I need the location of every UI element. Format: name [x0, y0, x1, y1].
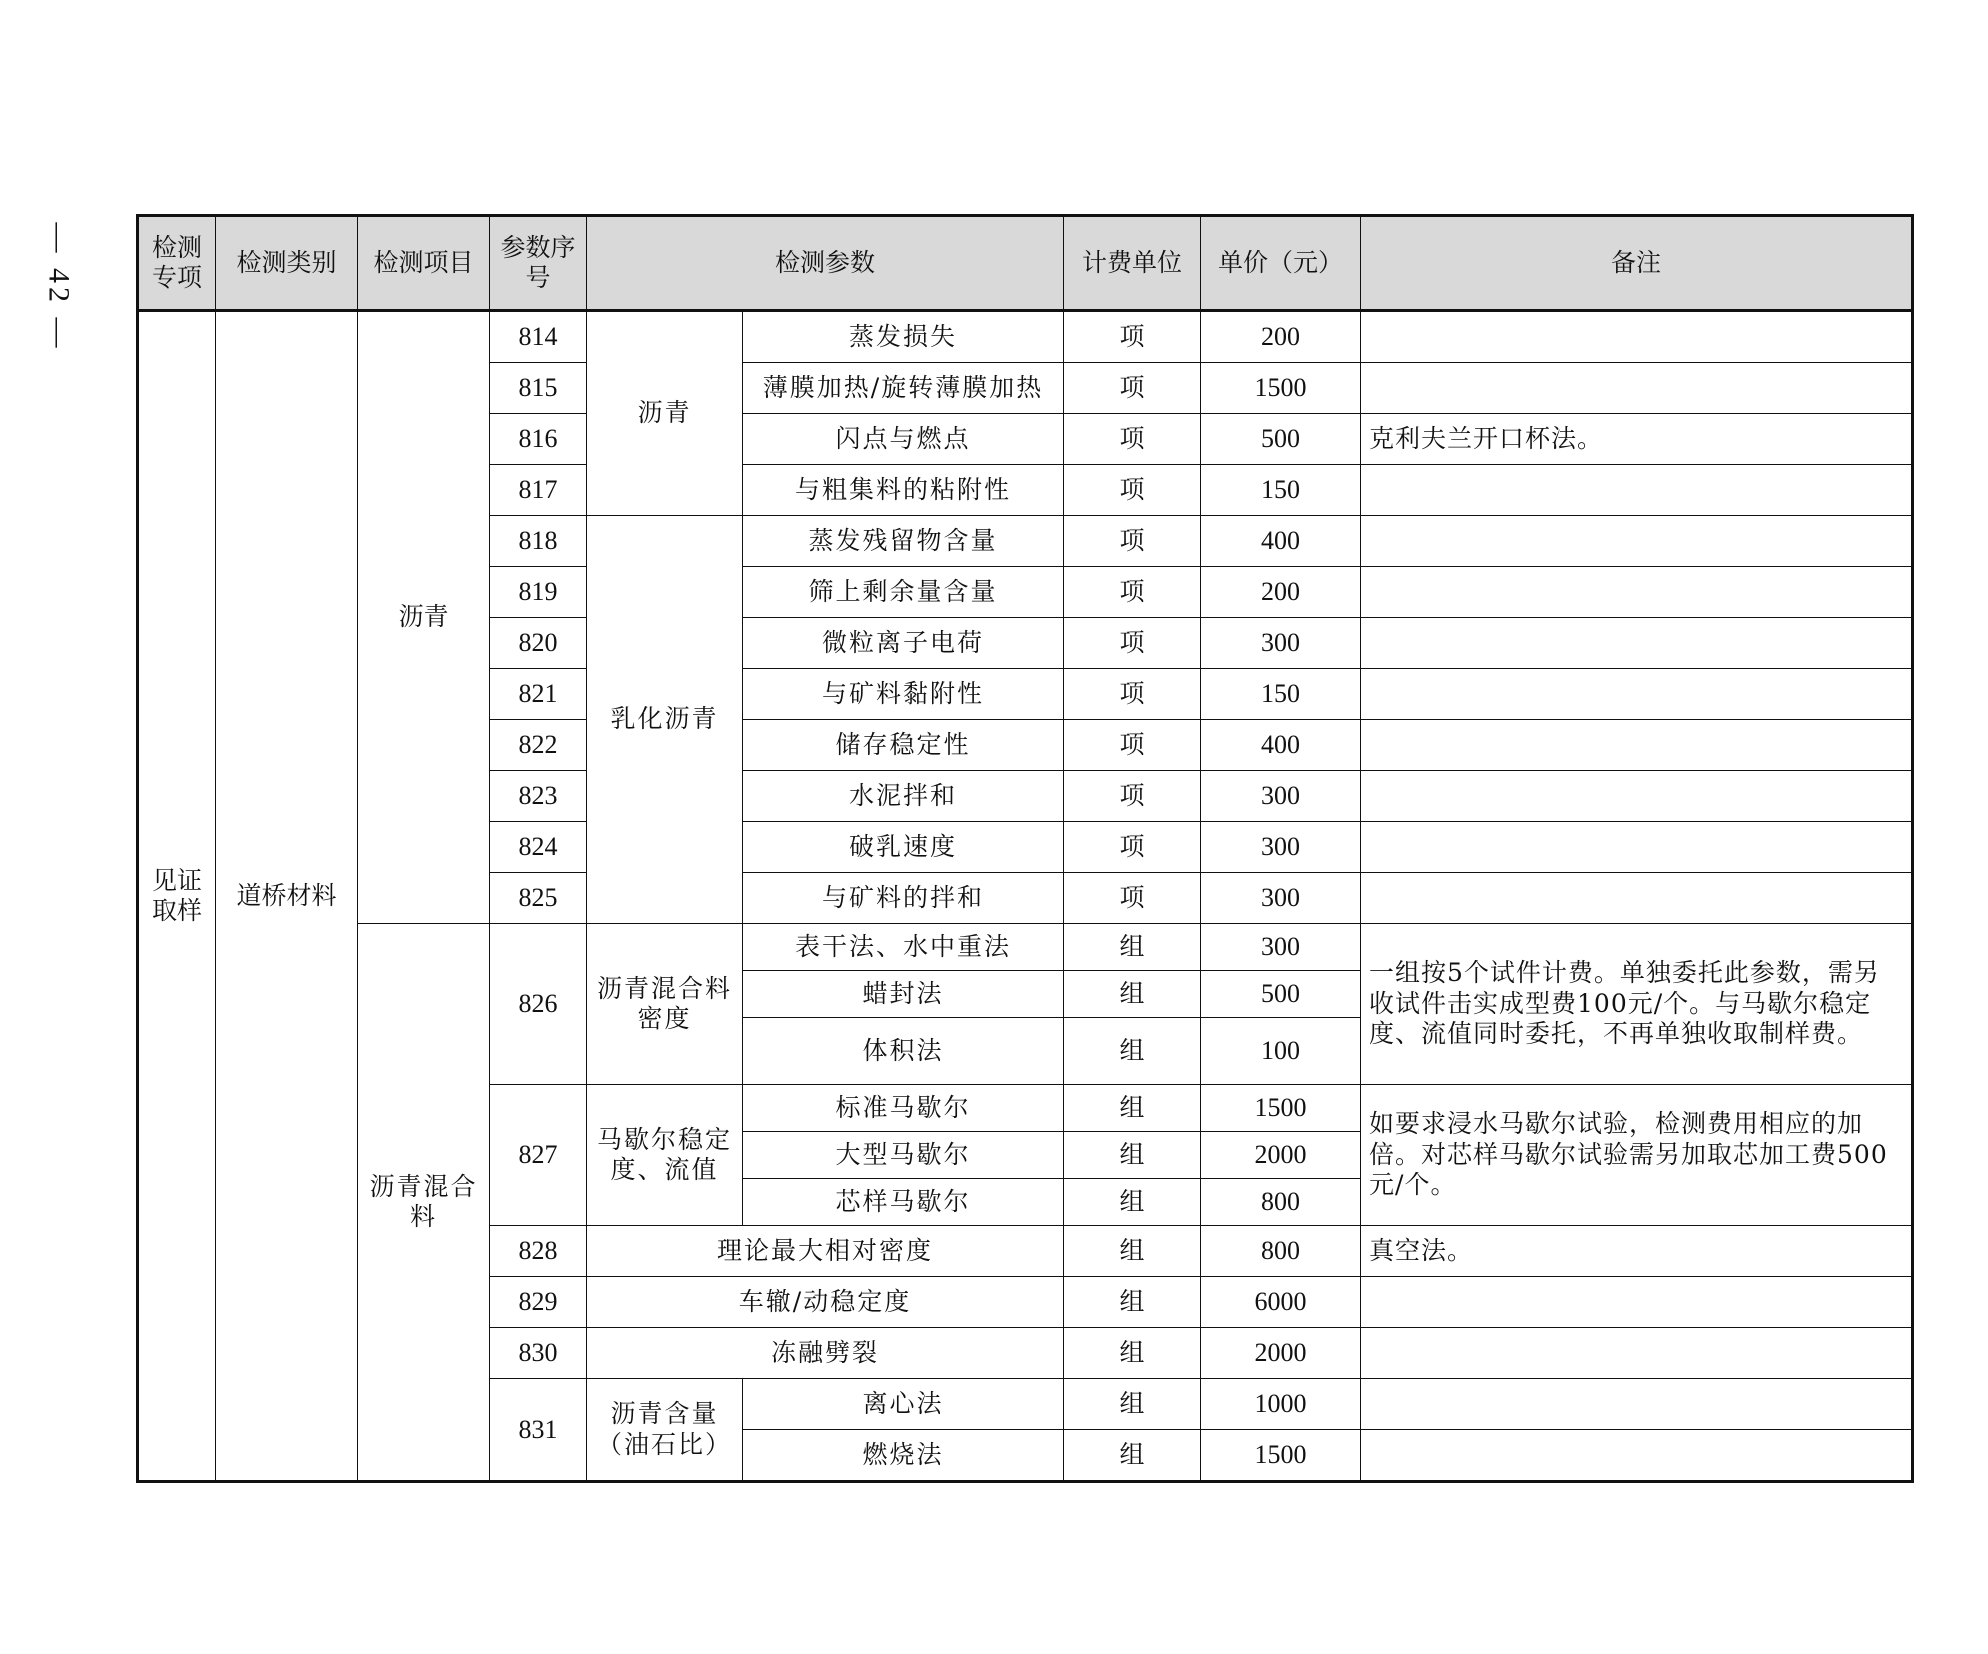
price-cell: 300 [1201, 873, 1361, 924]
unit-cell: 项 [1064, 618, 1201, 669]
seq-cell: 830 [490, 1328, 587, 1379]
price-cell: 300 [1201, 771, 1361, 822]
unit-cell: 组 [1064, 1379, 1201, 1430]
seq-cell: 827 [490, 1085, 587, 1226]
unit-cell: 项 [1064, 720, 1201, 771]
price-cell: 300 [1201, 924, 1361, 971]
page-number [38, 222, 78, 352]
unit-cell: 项 [1064, 822, 1201, 873]
unit-cell: 组 [1064, 1132, 1201, 1179]
subgroup-emulsified: 乳化沥青 [587, 516, 743, 924]
param-cell: 标准马歇尔 [743, 1085, 1064, 1132]
param-cell: 体积法 [743, 1018, 1064, 1085]
param-cell: 燃烧法 [743, 1430, 1064, 1482]
unit-cell: 项 [1064, 669, 1201, 720]
header-item: 检测项目 [358, 216, 490, 311]
seq-cell: 816 [490, 414, 587, 465]
page-number-text: — 42 — [42, 222, 75, 352]
price-cell: 1000 [1201, 1379, 1361, 1430]
unit-cell: 组 [1064, 971, 1201, 1018]
unit-cell: 组 [1064, 1085, 1201, 1132]
note-cell [1361, 771, 1913, 822]
note-cell: 如要求浸水马歇尔试验，检测费用相应的加倍。对芯样马歇尔试验需另加取芯加工费500元/个。 [1361, 1085, 1913, 1226]
unit-cell: 组 [1064, 924, 1201, 971]
seq-cell: 831 [490, 1379, 587, 1482]
category-cell: 道桥材料 [216, 311, 358, 1482]
unit-cell: 项 [1064, 363, 1201, 414]
param-cell: 与粗集料的粘附性 [743, 465, 1064, 516]
note-cell [1361, 618, 1913, 669]
seq-cell: 819 [490, 567, 587, 618]
note-cell [1361, 1328, 1913, 1379]
subgroup-density: 沥青混合料密度 [587, 924, 743, 1085]
fee-table [136, 214, 1914, 1483]
seq-cell: 823 [490, 771, 587, 822]
note-cell [1361, 567, 1913, 618]
seq-cell: 814 [490, 311, 587, 363]
header-special: 检测专项 [138, 216, 216, 311]
param-cell: 蒸发损失 [743, 311, 1064, 363]
param-cell: 芯样马歇尔 [743, 1179, 1064, 1226]
price-cell: 2000 [1201, 1132, 1361, 1179]
note-cell [1361, 1430, 1913, 1482]
seq-cell: 818 [490, 516, 587, 567]
note-cell [1361, 669, 1913, 720]
price-cell: 500 [1201, 971, 1361, 1018]
unit-cell: 组 [1064, 1328, 1201, 1379]
price-cell: 800 [1201, 1226, 1361, 1277]
price-cell: 150 [1201, 669, 1361, 720]
seq-cell: 828 [490, 1226, 587, 1277]
note-cell [1361, 720, 1913, 771]
unit-cell: 项 [1064, 771, 1201, 822]
price-cell: 100 [1201, 1018, 1361, 1085]
unit-cell: 组 [1064, 1430, 1201, 1482]
note-cell [1361, 1277, 1913, 1328]
price-cell: 1500 [1201, 1430, 1361, 1482]
table-header [138, 216, 1913, 311]
param-cell: 表干法、水中重法 [743, 924, 1064, 971]
price-cell: 1500 [1201, 1085, 1361, 1132]
note-cell [1361, 516, 1913, 567]
unit-cell: 项 [1064, 567, 1201, 618]
note-cell [1361, 465, 1913, 516]
special-cell: 见证取样 [138, 311, 216, 1482]
header-unit: 计费单位 [1064, 216, 1201, 311]
param-cell: 水泥拌和 [743, 771, 1064, 822]
unit-cell: 组 [1064, 1018, 1201, 1085]
unit-cell: 项 [1064, 516, 1201, 567]
price-cell: 200 [1201, 567, 1361, 618]
header-note: 备注 [1361, 216, 1913, 311]
param-cell: 车辙/动稳定度 [587, 1277, 1064, 1328]
param-cell: 蒸发残留物含量 [743, 516, 1064, 567]
param-cell: 与矿料黏附性 [743, 669, 1064, 720]
price-cell: 6000 [1201, 1277, 1361, 1328]
unit-cell: 组 [1064, 1226, 1201, 1277]
param-cell: 筛上剩余量含量 [743, 567, 1064, 618]
seq-cell: 821 [490, 669, 587, 720]
note-cell [1361, 873, 1913, 924]
param-cell: 储存稳定性 [743, 720, 1064, 771]
header-seq: 参数序号 [490, 216, 587, 311]
unit-cell: 项 [1064, 414, 1201, 465]
header-param: 检测参数 [587, 216, 1064, 311]
param-cell: 破乳速度 [743, 822, 1064, 873]
seq-cell: 826 [490, 924, 587, 1085]
table-body [138, 311, 1913, 1482]
note-cell [1361, 1379, 1913, 1430]
note-cell [1361, 363, 1913, 414]
subgroup-marshall: 马歇尔稳定度、流值 [587, 1085, 743, 1226]
subgroup-content: 沥青含量（油石比） [587, 1379, 743, 1482]
seq-cell: 815 [490, 363, 587, 414]
price-cell: 150 [1201, 465, 1361, 516]
note-cell [1361, 311, 1913, 363]
header-category: 检测类别 [216, 216, 358, 311]
param-cell: 蜡封法 [743, 971, 1064, 1018]
price-cell: 1500 [1201, 363, 1361, 414]
price-cell: 500 [1201, 414, 1361, 465]
item-cell-asphalt: 沥青 [358, 311, 490, 924]
item-cell-mix: 沥青混合料 [358, 924, 490, 1482]
seq-cell: 825 [490, 873, 587, 924]
seq-cell: 829 [490, 1277, 587, 1328]
price-cell: 200 [1201, 311, 1361, 363]
param-cell: 微粒离子电荷 [743, 618, 1064, 669]
seq-cell: 822 [490, 720, 587, 771]
param-cell: 冻融劈裂 [587, 1328, 1064, 1379]
unit-cell: 项 [1064, 873, 1201, 924]
unit-cell: 项 [1064, 465, 1201, 516]
seq-cell: 824 [490, 822, 587, 873]
header-price: 单价（元） [1201, 216, 1361, 311]
price-cell: 300 [1201, 618, 1361, 669]
param-cell: 理论最大相对密度 [587, 1226, 1064, 1277]
unit-cell: 组 [1064, 1179, 1201, 1226]
seq-cell: 817 [490, 465, 587, 516]
unit-cell: 组 [1064, 1277, 1201, 1328]
price-cell: 400 [1201, 720, 1361, 771]
seq-cell: 820 [490, 618, 587, 669]
table-row [138, 924, 1913, 971]
subgroup-asphalt: 沥青 [587, 311, 743, 516]
price-cell: 400 [1201, 516, 1361, 567]
price-cell: 800 [1201, 1179, 1361, 1226]
price-cell: 300 [1201, 822, 1361, 873]
price-cell: 2000 [1201, 1328, 1361, 1379]
param-cell: 离心法 [743, 1379, 1064, 1430]
note-cell: 一组按5个试件计费。单独委托此参数，需另收试件击实成型费100元/个。与马歇尔稳定度、流值同时委托，不再单独收取制样费。 [1361, 924, 1913, 1085]
param-cell: 闪点与燃点 [743, 414, 1064, 465]
param-cell: 大型马歇尔 [743, 1132, 1064, 1179]
param-cell: 薄膜加热/旋转薄膜加热 [743, 363, 1064, 414]
note-cell: 真空法。 [1361, 1226, 1913, 1277]
note-cell: 克利夫兰开口杯法。 [1361, 414, 1913, 465]
param-cell: 与矿料的拌和 [743, 873, 1064, 924]
unit-cell: 项 [1064, 311, 1201, 363]
note-cell [1361, 822, 1913, 873]
table-row [138, 311, 1913, 363]
